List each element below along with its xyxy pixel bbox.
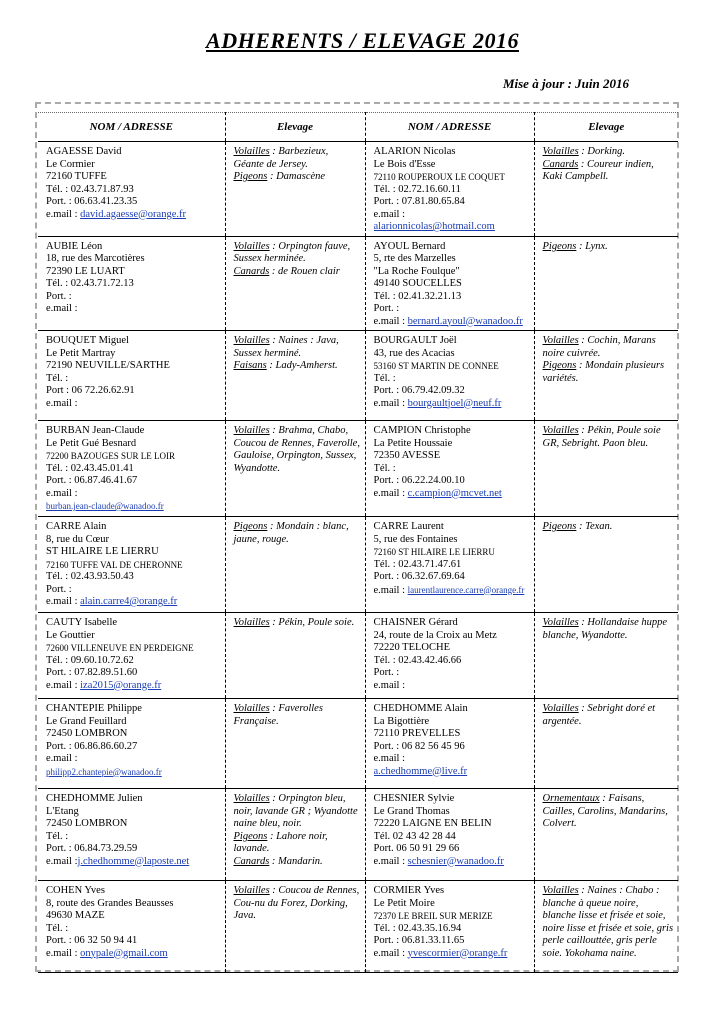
elevage-text: : Sebright doré et argentée. [542, 703, 656, 727]
address-line: Port. : 06.87.46.41.67 [46, 475, 138, 486]
elevage-entry [234, 793, 361, 831]
elevage-cell [534, 613, 678, 699]
elevage-text: : Mondain plusieurs variétés. [542, 360, 665, 384]
address-line: 53160 ST MARTIN DE CONNEE [373, 361, 499, 371]
elevage-entry [543, 146, 675, 159]
address-line: Port. : 07.82.89.51.60 [46, 667, 138, 678]
elevage-text: : Coucou de Rennes, Cou-nu du Forez, Dorking, Java. [233, 885, 360, 921]
elevage-entry [543, 425, 675, 450]
address-line: e.mail : [46, 753, 78, 764]
address-line: Tél. : [46, 922, 69, 934]
members-table [38, 112, 678, 973]
address-line: 72350 AVESSE [373, 450, 441, 461]
address-line: La Petite Houssaie [373, 437, 453, 449]
member-name: CAUTY Isabelle [46, 617, 118, 628]
member-name: COHEN Yves [46, 885, 105, 896]
elevage-category: Canards [233, 265, 270, 277]
email-link[interactable]: a.chedhomme@live.fr [373, 765, 468, 777]
address-line: Port. : 06.84.73.29.59 [46, 843, 138, 854]
elevage-entry [234, 521, 361, 546]
member-name: CHEDHOMME Alain [373, 703, 468, 714]
member-name: CHEDHOMME Julien [46, 793, 143, 804]
elevage-entry [234, 617, 361, 630]
address-line: Tél. : 02.43.42.46.66 [373, 654, 462, 666]
member-name: CARRE Alain [46, 521, 107, 532]
member-address-cell [38, 142, 225, 237]
elevage-category: Volailles [542, 885, 579, 896]
address-line: Port. : 06 82 56 45 96 [373, 740, 465, 752]
email-label: e.mail : [373, 584, 408, 596]
member-name: BOURGAULT Joël [373, 335, 457, 346]
page-title: ADHERENTS / ELEVAGE 2016 [206, 28, 519, 53]
address-line: 49140 SOUCELLES [373, 278, 462, 289]
elevage-text: : Lahore noir, lavande. [233, 830, 328, 854]
elevage-entry [234, 831, 361, 856]
elevage-entry [234, 146, 361, 171]
email-line [46, 766, 221, 780]
elevage-text: : Texan. [576, 521, 613, 532]
elevage-entry [234, 703, 361, 728]
member-address-cell [38, 421, 225, 517]
email-link[interactable]: david.agaesse@orange.fr [80, 208, 186, 220]
elevage-category: Canards [542, 158, 579, 170]
member-name: ALARION Nicolas [373, 146, 456, 157]
elevage-cell [534, 421, 678, 517]
address-line: L'Etang [46, 805, 79, 817]
address-line: Le Bois d'Esse [373, 158, 436, 170]
elevage-text: : Dorking. [578, 146, 626, 157]
address-line: 72600 VILLENEUVE EN PERDEIGNE [46, 643, 194, 653]
address-line: e.mail : [46, 487, 78, 499]
email-link[interactable]: iza2015@orange.fr [80, 679, 162, 691]
elevage-category: Volailles [542, 146, 579, 157]
member-address-cell [365, 881, 534, 973]
elevage-category: Pigeons [233, 830, 268, 842]
elevage-category: Ornementaux [542, 793, 600, 804]
elevage-entry [234, 856, 361, 869]
elevage-entry [234, 360, 361, 373]
elevage-category: Pigeons [542, 240, 577, 252]
elevage-entry [234, 335, 361, 360]
address-line: Tél. 02 43 42 28 44 [373, 830, 456, 842]
address-line: 72110 ROUPEROUX LE COQUET [373, 172, 505, 182]
elevage-entry [234, 885, 361, 923]
elevage-text: : Lady-Amherst. [266, 360, 338, 371]
elevage-category: Volailles [542, 425, 579, 436]
member-address-cell [365, 236, 534, 331]
update-date: Mise à jour : Juin 2016 [502, 76, 629, 91]
table-row [38, 699, 678, 789]
address-line: Tél. : 02.43.93.50.43 [46, 571, 134, 582]
address-line: 49630 MAZE [46, 910, 105, 921]
email-label: e.mail : [373, 855, 408, 867]
address-line: Le Gouttier [46, 629, 95, 641]
address-line: 8, rue du Cœur [46, 533, 109, 545]
elevage-cell [534, 142, 678, 237]
address-line: Tél. : 02.43.71.47.61 [373, 558, 462, 570]
table-row [38, 881, 678, 973]
member-name: BURBAN Jean-Claude [46, 425, 145, 436]
elevage-text: : Mondain : blanc, jaune, rouge. [233, 521, 349, 545]
member-name: CHESNIER Sylvie [373, 793, 455, 804]
member-name: AYOUL Bernard [373, 240, 446, 252]
elevage-cell [225, 699, 365, 789]
member-address-cell [38, 613, 225, 699]
member-name: CHAISNER Gérard [373, 617, 458, 628]
address-line: 72390 LE LUART [46, 265, 125, 277]
elevage-category: Volailles [542, 335, 579, 346]
address-line: Le Petit Gué Besnard [46, 437, 137, 449]
header-elevage-1: Elevage [225, 113, 365, 142]
address-line: 72450 LOMBRON [46, 818, 128, 829]
elevage-cell [534, 881, 678, 973]
email-line [374, 221, 530, 234]
table-row [38, 421, 678, 517]
elevage-entry [543, 360, 675, 385]
elevage-text: : Pékin, Poule soie GR, Sebright. Paon bleu. [542, 425, 661, 449]
email-label: e.mail : [373, 947, 408, 959]
elevage-text: : Mandarin. [269, 855, 323, 867]
address-line: Le Grand Thomas [373, 805, 450, 817]
address-line: 72220 TELOCHE [373, 642, 451, 653]
elevage-cell [225, 236, 365, 331]
email-line [46, 596, 221, 609]
elevage-category: Volailles [233, 885, 270, 896]
member-address-cell [365, 613, 534, 699]
address-line: Tél. : 09.60.10.72.62 [46, 654, 134, 666]
address-line: Tél. : 02.43.35.16.94 [373, 922, 462, 934]
member-name: BOUQUET Miguel [46, 335, 129, 346]
elevage-text: : Lynx. [576, 240, 608, 252]
elevage-cell [225, 517, 365, 613]
address-line: Port. : [373, 667, 400, 678]
table-row [38, 613, 678, 699]
address-line: Port. : [46, 290, 72, 302]
elevage-cell [225, 331, 365, 421]
elevage-cell [225, 142, 365, 237]
elevage-entry [234, 266, 361, 279]
elevage-text: : Orpington fauve, Sussex herminée. [233, 240, 351, 264]
elevage-text: : Naines : Java, Sussex herminé. [233, 335, 339, 359]
elevage-entry [543, 335, 675, 360]
address-line: 72200 BAZOUGES SUR LE LOIR [46, 451, 176, 461]
elevage-entry [543, 617, 675, 642]
email-label: e.mail : [46, 208, 81, 220]
address-line: Le Petit Moire [373, 897, 435, 909]
table-row [38, 517, 678, 613]
member-address-cell [365, 331, 534, 421]
address-line: Port. 06 50 91 29 66 [373, 843, 460, 854]
address-line: e.mail : [373, 753, 405, 764]
member-address-cell [38, 881, 225, 973]
email-line [46, 209, 221, 222]
address-line: Tél. : 02.41.32.21.13 [373, 290, 462, 302]
member-name: CAMPION Christophe [373, 425, 471, 436]
email-link[interactable]: schesnier@wanadoo.fr [407, 855, 504, 867]
address-line: 5, rte des Marzelles [373, 253, 456, 264]
member-address-cell [365, 142, 534, 237]
elevage-text: : Cochin, Marans noire cuivrée. [542, 335, 656, 359]
elevage-entry [543, 241, 675, 254]
email-line [46, 856, 221, 869]
address-line: e.mail : [46, 303, 78, 314]
email-line [46, 680, 221, 693]
elevage-cell [225, 789, 365, 881]
email-line [374, 488, 530, 501]
address-line: Le Cormier [46, 158, 95, 170]
email-link[interactable]: philipp2.chantepie@wanadoo.fr [46, 766, 162, 777]
address-line: "La Roche Foulque" [373, 265, 460, 277]
elevage-entry [543, 521, 675, 534]
email-link[interactable]: bourgaultjoel@neuf.fr [407, 397, 502, 409]
address-line: Port. : 06.22.24.00.10 [373, 475, 465, 486]
elevage-entry [543, 703, 675, 728]
member-name: AGAESSE David [46, 146, 122, 157]
address-line: 72160 ST HILAIRE LE LIERRU [373, 547, 495, 557]
email-link[interactable]: burban.jean-claude@wanadoo.fr [46, 501, 164, 511]
email-link[interactable]: bernard.ayoul@wanadoo.fr [407, 315, 523, 327]
table-row [38, 331, 678, 421]
address-line: e.mail : [46, 397, 78, 409]
elevage-text: : Naines : Chabo : blanche à queue noire, blanche lisse et frisée et soie, noire lisse et frisée et soie, gris perle caillouttée, gris perle soie. Yokohama naine. [542, 885, 674, 959]
email-label: e.mail : [46, 679, 81, 691]
address-line: Tél. : 02.43.71.72.13 [46, 278, 134, 289]
address-line: Tél. : 02.43.45.01.41 [46, 462, 134, 474]
address-line: ST HILAIRE LE LIERRU [46, 546, 159, 557]
elevage-cell [534, 331, 678, 421]
email-label: e.mail : [373, 397, 408, 409]
member-name: CORMIER Yves [373, 885, 445, 896]
address-line: 24, route de la Croix au Metz [373, 629, 497, 641]
email-link[interactable]: onypale@gmail.com [80, 947, 168, 959]
elevage-category: Canards [233, 855, 270, 867]
elevage-cell [534, 699, 678, 789]
elevage-text: : Faverolles Française. [233, 703, 323, 727]
elevage-category: Pigeons [233, 521, 268, 532]
address-line: e.mail : [373, 679, 405, 691]
address-line: 43, rue des Acacias [373, 347, 455, 359]
address-line: 72220 LAIGNE EN BELIN [373, 818, 492, 829]
elevage-category: Volailles [233, 793, 270, 804]
address-line: Tél. : [373, 372, 396, 384]
member-address-cell [365, 699, 534, 789]
member-name: CHANTEPIE Philippe [46, 703, 142, 714]
elevage-entry [234, 241, 361, 266]
elevage-text: : Barbezieux, Géante de Jersey. [233, 146, 329, 170]
member-address-cell [38, 699, 225, 789]
address-line: Tél. : 02.43.71.87.93 [46, 183, 134, 195]
address-line: Tél. : 02.72.16.60.11 [373, 183, 461, 195]
address-line: Tél. : [46, 372, 69, 384]
elevage-cell [534, 517, 678, 613]
elevage-category: Volailles [233, 617, 270, 628]
address-line: Port. : 06 32 50 94 41 [46, 935, 138, 946]
elevage-category: Pigeons [542, 360, 577, 371]
elevage-text: : Pékin, Poule soie. [269, 617, 355, 628]
address-line: 72160 TUFFE [46, 171, 107, 182]
address-line: 72160 TUFFE VAL DE CHERONNE [46, 559, 183, 570]
member-name: AUBIE Léon [46, 240, 103, 252]
email-label: e.mail : [373, 487, 408, 499]
elevage-category: Volailles [233, 335, 270, 346]
table-row [38, 789, 678, 881]
table-row [38, 236, 678, 331]
header-nom-2: NOM / ADRESSE [365, 113, 534, 142]
address-line: Le Petit Martray [46, 347, 116, 359]
email-label: e.mail : [46, 855, 78, 867]
elevage-text: : Brahma, Chabo, Coucou de Rennes, Faverolle, Gauloise, Orpington, Sussex, Wyandotte. [233, 425, 360, 474]
elevage-entry [543, 885, 675, 960]
email-link[interactable]: j.chedhomme@laposte.net [77, 855, 190, 867]
elevage-cell [534, 789, 678, 881]
member-address-cell [365, 517, 534, 613]
address-line: Port. : 06.32.67.69.64 [373, 571, 465, 582]
email-line [374, 766, 530, 779]
email-line [46, 948, 221, 961]
email-link[interactable]: alain.carre4@orange.fr [80, 596, 178, 607]
elevage-category: Volailles [233, 425, 270, 436]
table-row [38, 142, 678, 237]
elevage-cell [225, 613, 365, 699]
address-line: Tél. : [46, 830, 69, 842]
address-line: 72190 NEUVILLE/SARTHE [46, 360, 170, 371]
address-line: Port. : 07.81.80.65.84 [373, 196, 465, 207]
email-line [374, 584, 530, 598]
email-link[interactable]: c.campion@mcvet.net [407, 487, 502, 499]
address-line: 72110 PREVELLES [373, 728, 461, 739]
member-address-cell [38, 789, 225, 881]
member-address-cell [365, 789, 534, 881]
address-line: e.mail : [373, 208, 405, 220]
email-line [46, 500, 221, 514]
elevage-category: Pigeons [233, 171, 268, 182]
email-line [374, 398, 530, 411]
elevage-entry [234, 171, 361, 184]
address-line: Port. : 06.79.42.09.32 [373, 385, 465, 396]
elevage-category: Volailles [233, 703, 270, 714]
elevage-text: : Orpington bleu, noir, lavande GR ; Wyandotte naine bleu, noir. [233, 793, 358, 829]
elevage-text: : de Rouen clair [269, 265, 340, 277]
elevage-text: : Hollandaise huppe blanche, Wyandotte. [542, 617, 668, 641]
elevage-text: : Faisans, Cailles, Carolins, Mandarins, Colvert. [542, 793, 668, 829]
email-label: e.mail : [46, 947, 81, 959]
elevage-category: Volailles [542, 617, 579, 628]
elevage-cell [534, 236, 678, 331]
elevage-entry [234, 425, 361, 475]
email-link[interactable]: laurentlaurence.carre@orange.fr [407, 584, 525, 595]
email-line [374, 856, 530, 869]
email-line [374, 948, 530, 961]
address-line: Port. : 06.81.33.11.65 [373, 935, 465, 946]
address-line: Le Grand Feuillard [46, 715, 127, 727]
header-nom-1: NOM / ADRESSE [38, 113, 225, 142]
member-address-cell [38, 517, 225, 613]
address-line: La Bigottière [373, 715, 430, 727]
header-elevage-2: Elevage [534, 113, 678, 142]
address-line: 8, route des Grandes Beausses [46, 897, 174, 909]
address-line: Port. : [373, 303, 400, 314]
address-line: 72370 LE BREIL SUR MERIZE [373, 911, 493, 921]
address-line: Port. : [46, 583, 72, 595]
email-link[interactable]: alarionnicolas@hotmail.com [373, 221, 495, 232]
member-address-cell [38, 236, 225, 331]
member-name: CARRE Laurent [373, 521, 444, 532]
elevage-cell [225, 881, 365, 973]
email-line [374, 316, 530, 329]
elevage-entry [543, 793, 675, 831]
elevage-entry [543, 159, 675, 184]
elevage-text: : Damascène [267, 171, 326, 182]
elevage-cell [225, 421, 365, 517]
elevage-category: Volailles [233, 240, 270, 252]
email-label: e.mail : [46, 596, 81, 607]
address-line: Tél. : [373, 462, 396, 474]
email-link[interactable]: yvescormier@orange.fr [407, 947, 508, 959]
member-address-cell [365, 421, 534, 517]
address-line: Port. : 06.86.86.60.27 [46, 740, 138, 752]
elevage-category: Faisans [233, 360, 267, 371]
address-line: 18, rue des Marcotières [46, 253, 145, 264]
member-address-cell [38, 331, 225, 421]
elevage-category: Volailles [542, 703, 579, 714]
elevage-category: Volailles [233, 146, 270, 157]
address-line: 72450 LOMBRON [46, 728, 128, 739]
table-header-row [38, 113, 678, 142]
address-line: Port : 06 72.26.62.91 [46, 385, 135, 396]
elevage-text: : Coureur indien, Kaki Campbell. [542, 158, 654, 182]
elevage-category: Pigeons [542, 521, 577, 532]
address-line: Port. : 06.63.41.23.35 [46, 196, 138, 207]
address-line: 5, rue des Fontaines [373, 533, 458, 545]
email-label: e.mail : [373, 315, 408, 327]
